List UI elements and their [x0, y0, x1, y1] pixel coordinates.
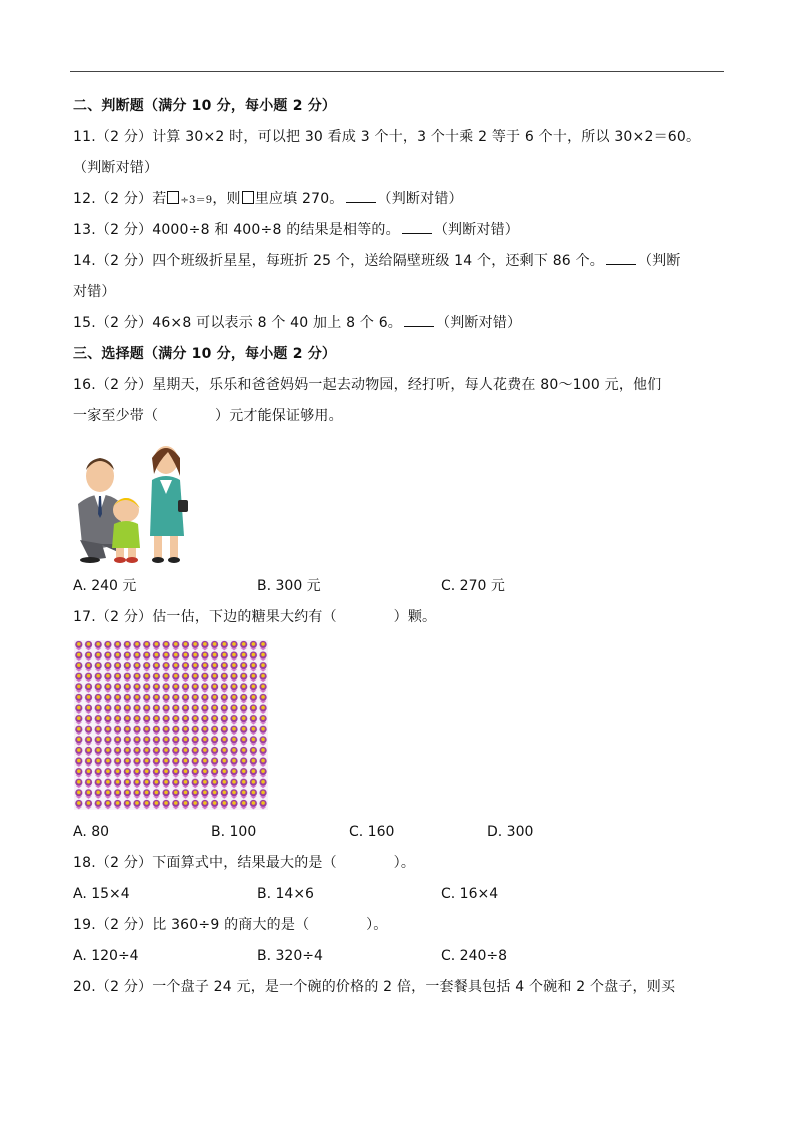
q13 — [73, 221, 519, 239]
q18-option-a[interactable]: A. 15×4 — [73, 886, 130, 902]
q17-option-c[interactable]: C. 160 — [349, 824, 395, 840]
q15-answer-blank[interactable] — [404, 314, 434, 327]
q12-prefix: 12.（2 分）若 — [73, 191, 167, 207]
q17-line: 17.（2 分）估一估，下边的糖果大约有（ ）颗。 — [73, 609, 437, 625]
q11-line2: （判断对错） — [73, 160, 159, 176]
q12 — [73, 190, 463, 210]
q12-judge: （判断对错） — [377, 191, 463, 207]
q14-judge: （判断 — [637, 253, 681, 269]
q14 — [73, 252, 681, 270]
q18-option-c[interactable]: C. 16×4 — [441, 886, 499, 902]
q17-option-d[interactable]: D. 300 — [487, 824, 534, 840]
q15 — [73, 314, 521, 332]
q18-option-b[interactable]: B. 14×6 — [257, 886, 314, 902]
header-rule — [70, 71, 724, 72]
q12-then: ，则 — [212, 191, 241, 207]
q17-option-a[interactable]: A. 80 — [73, 824, 110, 840]
q20-line: 20.（2 分）一个盘子 24 元，是一个碗的价格的 2 倍，一套餐具包括 4 个碗和 2 个盘子，则买 — [73, 979, 676, 995]
q13-answer-blank[interactable] — [402, 221, 432, 234]
q19-option-a[interactable]: A. 120÷4 — [73, 948, 139, 964]
q12-equation: ÷3＝9 — [180, 195, 213, 206]
q12-fill: 里应填 270。 — [254, 191, 344, 207]
q16-option-b[interactable]: B. 300 元 — [257, 578, 321, 594]
q16-line2: 一家至少带（ ）元才能保证够用。 — [73, 408, 343, 424]
q14-answer-blank[interactable] — [606, 252, 636, 265]
section2-heading: 二、判断题（满分 10 分，每小题 2 分） — [73, 98, 337, 114]
q16-line1: 16.（2 分）星期天，乐乐和爸爸妈妈一起去动物园，经打听，每人花费在 80～100 元，他们 — [73, 377, 662, 393]
q19-line: 19.（2 分）比 360÷9 的商大的是（ ）。 — [73, 917, 388, 933]
candy-grid-illustration — [74, 640, 268, 810]
q14-text: 14.（2 分）四个班级折星星，每班折 25 个，送给隔壁班级 14 个，还剩下 86 个。 — [73, 253, 604, 269]
q19-option-b[interactable]: B. 320÷4 — [257, 948, 323, 964]
section3-heading: 三、选择题（满分 10 分，每小题 2 分） — [73, 346, 337, 362]
q11-line1: 11.（2 分）计算 30×2 时，可以把 30 看成 3 个十，3 个十乘 2 等于 6 个十，所以 30×2＝60。 — [73, 129, 701, 145]
q15-judge: （判断对错） — [436, 315, 522, 331]
q14-line2: 对错） — [73, 284, 116, 300]
q16-option-a[interactable]: A. 240 元 — [73, 578, 137, 594]
q19-option-c[interactable]: C. 240÷8 — [441, 948, 508, 964]
q13-judge: （判断对错） — [433, 222, 520, 238]
q18-line: 18.（2 分）下面算式中，结果最大的是（ ）。 — [73, 855, 416, 871]
answer-box — [242, 191, 254, 204]
q13-text: 13.（2 分）4000÷8 和 400÷8 的结果是相等的。 — [73, 222, 400, 238]
family-illustration — [72, 440, 196, 564]
q15-text: 15.（2 分）46×8 可以表示 8 个 40 加上 8 个 6。 — [73, 315, 403, 331]
q16-option-c[interactable]: C. 270 元 — [441, 578, 505, 594]
q12-answer-blank[interactable] — [346, 190, 376, 203]
q17-option-b[interactable]: B. 100 — [211, 824, 257, 840]
answer-box — [167, 191, 179, 204]
